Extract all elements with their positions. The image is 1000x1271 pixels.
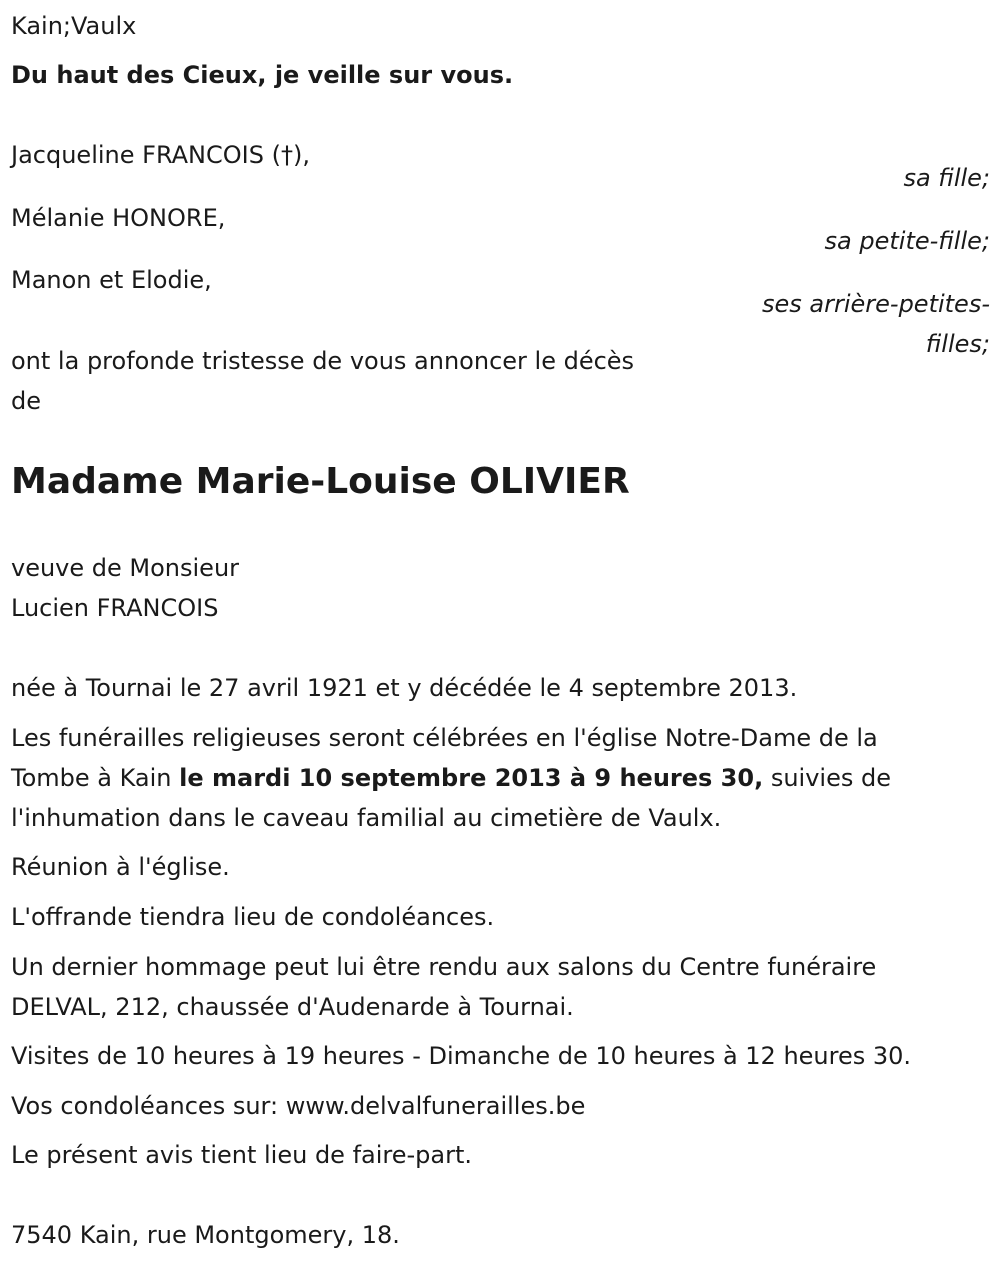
- address-line: 7540 Kain, rue Montgomery, 18.: [11, 1221, 400, 1249]
- notice-line: Le présent avis tient lieu de faire-part.: [11, 1141, 473, 1169]
- offering-line: L'offrande tiendra lieu de condoléances.: [11, 903, 495, 931]
- family-member-2: Mélanie HONORE,: [11, 204, 226, 232]
- funeral-line3: l'inhumation dans le caveau familial au cimetière de Vaulx.: [11, 804, 722, 832]
- family-member-1: [11, 135, 310, 175]
- visits-line: Visites de 10 heures à 19 heures - Dimanche de 10 heures à 12 heures 30.: [11, 1042, 912, 1070]
- funeral-line1: Les funérailles religieuses seront célébrées en l'église Notre-Dame de la: [11, 724, 878, 752]
- family-member-1-suffix: ),: [292, 141, 310, 169]
- meeting-line: Réunion à l'église.: [11, 853, 230, 881]
- funeral-line2: [11, 758, 891, 798]
- family-relation-3-line1: ses arrière-petites-: [762, 290, 990, 318]
- family-relation-3-line2: filles;: [925, 330, 990, 358]
- funeral-date-time: le mardi 10 septembre 2013 à 9 heures 30,: [179, 764, 764, 792]
- tribute-line1: Un dernier hommage peut lui être rendu aux salons du Centre funéraire: [11, 953, 877, 981]
- funeral-line2-post: suivies de: [763, 764, 891, 792]
- family-relation-1: sa fille;: [903, 164, 990, 192]
- location-line: Kain;Vaulx: [11, 12, 137, 40]
- deceased-name: Madame Marie-Louise OLIVIER: [11, 461, 630, 502]
- birth-death-line: née à Tournai le 27 avril 1921 et y décédée le 4 septembre 2013.: [11, 674, 798, 702]
- family-member-3: Manon et Elodie,: [11, 266, 212, 294]
- tribute-line2: DELVAL, 212, chaussée d'Audenarde à Tournai.: [11, 993, 574, 1021]
- motto: Du haut des Cieux, je veille sur vous.: [11, 61, 514, 89]
- family-member-1-name: Jacqueline FRANCOIS (: [11, 141, 281, 169]
- widow-line2: Lucien FRANCOIS: [11, 594, 219, 622]
- condolences-line: Vos condoléances sur: www.delvalfunerailles.be: [11, 1092, 586, 1120]
- announcement-line1: ont la profonde tristesse de vous annoncer le décès: [11, 347, 635, 375]
- cross-icon: †: [280, 141, 293, 169]
- family-relation-2: sa petite-fille;: [824, 227, 990, 255]
- widow-line1: veuve de Monsieur: [11, 554, 240, 582]
- announcement-line2: de: [11, 387, 41, 415]
- funeral-line2-pre: Tombe à Kain: [11, 764, 180, 792]
